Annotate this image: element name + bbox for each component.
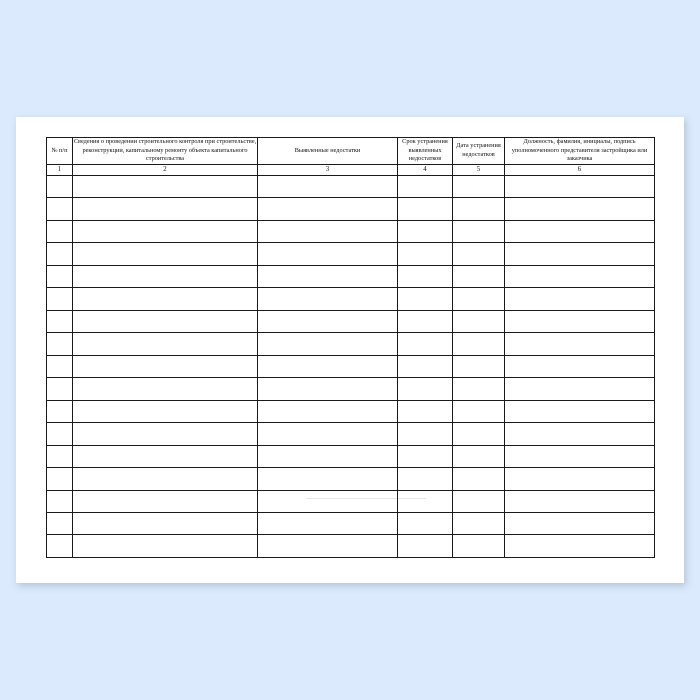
table-row[interactable] xyxy=(47,400,655,422)
column-number-2: 2 xyxy=(73,164,258,175)
table-cell[interactable] xyxy=(398,513,453,535)
table-cell[interactable] xyxy=(73,265,258,287)
table-cell[interactable] xyxy=(398,288,453,310)
construction-control-journal-table xyxy=(46,137,655,558)
table-cell[interactable] xyxy=(398,468,453,490)
table-row[interactable] xyxy=(47,198,655,220)
table-cell[interactable] xyxy=(505,355,655,377)
table-cell[interactable] xyxy=(258,310,398,332)
table-cell[interactable] xyxy=(398,243,453,265)
table-cell[interactable] xyxy=(73,243,258,265)
table-cell[interactable] xyxy=(453,265,505,287)
table-row[interactable] xyxy=(47,310,655,332)
table-cell[interactable] xyxy=(258,265,398,287)
table-cell[interactable] xyxy=(453,490,505,512)
table-cell[interactable] xyxy=(398,355,453,377)
table-cell[interactable] xyxy=(398,310,453,332)
table-cell[interactable] xyxy=(73,378,258,400)
table-row[interactable] xyxy=(47,423,655,445)
table-cell[interactable] xyxy=(47,220,73,242)
table-cell[interactable] xyxy=(398,198,453,220)
column-header-defects: Выявленные недостатки xyxy=(258,138,398,165)
table-cell[interactable] xyxy=(47,400,73,422)
column-number-6: 6 xyxy=(505,164,655,175)
table-cell[interactable] xyxy=(505,333,655,355)
table-header xyxy=(47,138,655,165)
table-cell[interactable] xyxy=(73,355,258,377)
table-container xyxy=(46,137,654,558)
table-cell[interactable] xyxy=(258,445,398,467)
table-row[interactable] xyxy=(47,220,655,242)
table-cell[interactable] xyxy=(258,243,398,265)
table-row[interactable] xyxy=(47,243,655,265)
table-cell[interactable] xyxy=(453,355,505,377)
table-cell[interactable] xyxy=(73,468,258,490)
column-number-1: 1 xyxy=(47,164,73,175)
table-cell[interactable] xyxy=(453,535,505,558)
table-cell[interactable] xyxy=(73,400,258,422)
table-cell[interactable] xyxy=(398,400,453,422)
table-cell[interactable] xyxy=(73,513,258,535)
table-row[interactable] xyxy=(47,265,655,287)
table-cell[interactable] xyxy=(73,535,258,558)
table-cell[interactable] xyxy=(505,445,655,467)
table-cell[interactable] xyxy=(505,198,655,220)
table-cell[interactable] xyxy=(453,288,505,310)
table-cell[interactable] xyxy=(453,198,505,220)
table-cell[interactable] xyxy=(47,468,73,490)
table-cell[interactable] xyxy=(47,265,73,287)
table-cell[interactable] xyxy=(73,220,258,242)
table-cell[interactable] xyxy=(453,310,505,332)
paper-fold-mark xyxy=(306,498,426,499)
table-cell[interactable] xyxy=(505,490,655,512)
table-header-row xyxy=(47,138,655,165)
table-cell[interactable] xyxy=(398,535,453,558)
table-cell[interactable] xyxy=(453,513,505,535)
column-number-4: 4 xyxy=(398,164,453,175)
table-cell[interactable] xyxy=(47,378,73,400)
table-cell[interactable] xyxy=(398,175,453,197)
table-cell[interactable] xyxy=(73,175,258,197)
paper-sheet xyxy=(16,117,684,583)
table-cell[interactable] xyxy=(505,310,655,332)
table-cell[interactable] xyxy=(505,243,655,265)
table-cell[interactable] xyxy=(453,333,505,355)
table-cell[interactable] xyxy=(73,288,258,310)
table-cell[interactable] xyxy=(453,400,505,422)
table-cell[interactable] xyxy=(258,198,398,220)
table-row[interactable] xyxy=(47,513,655,535)
table-cell[interactable] xyxy=(47,490,73,512)
table-cell[interactable] xyxy=(453,378,505,400)
table-cell[interactable] xyxy=(47,288,73,310)
table-cell[interactable] xyxy=(258,535,398,558)
table-row[interactable] xyxy=(47,333,655,355)
table-cell[interactable] xyxy=(453,468,505,490)
table-cell[interactable] xyxy=(398,423,453,445)
table-cell[interactable] xyxy=(47,310,73,332)
table-cell[interactable] xyxy=(398,378,453,400)
table-row[interactable] xyxy=(47,355,655,377)
table-cell[interactable] xyxy=(453,175,505,197)
column-header-control-info: Сведения о проведении строительного контроля при строительстве, реконструкции, капитальному ремонту объекта капитального строительства xyxy=(73,138,257,162)
table-cell[interactable] xyxy=(258,468,398,490)
column-number-3: 3 xyxy=(258,164,398,175)
table-row[interactable] xyxy=(47,378,655,400)
table-cell[interactable] xyxy=(258,378,398,400)
column-header-fix-date: Дата устранения недостатков xyxy=(453,138,505,165)
column-header-fix-deadline: Срок устранения выявленных недостатков xyxy=(398,138,453,165)
table-cell[interactable] xyxy=(505,175,655,197)
table-cell[interactable] xyxy=(47,423,73,445)
table-cell[interactable] xyxy=(73,490,258,512)
table-cell[interactable] xyxy=(398,333,453,355)
table-cell[interactable] xyxy=(258,355,398,377)
table-row[interactable] xyxy=(47,490,655,512)
table-cell[interactable] xyxy=(505,378,655,400)
table-cell[interactable] xyxy=(398,445,453,467)
table-cell[interactable] xyxy=(47,198,73,220)
table-cell[interactable] xyxy=(73,333,258,355)
table-cell[interactable] xyxy=(47,535,73,558)
table-cell[interactable] xyxy=(505,513,655,535)
table-cell[interactable] xyxy=(453,423,505,445)
table-cell[interactable] xyxy=(258,175,398,197)
column-number-5: 5 xyxy=(453,164,505,175)
table-cell[interactable] xyxy=(47,175,73,197)
table-cell[interactable] xyxy=(505,265,655,287)
table-cell[interactable] xyxy=(453,243,505,265)
table-cell[interactable] xyxy=(73,445,258,467)
table-cell[interactable] xyxy=(398,220,453,242)
table-cell[interactable] xyxy=(505,288,655,310)
table-row[interactable] xyxy=(47,445,655,467)
table-row[interactable] xyxy=(47,175,655,197)
table-cell[interactable] xyxy=(73,423,258,445)
table-cell[interactable] xyxy=(47,445,73,467)
table-cell[interactable] xyxy=(258,220,398,242)
table-cell[interactable] xyxy=(258,400,398,422)
table-cell[interactable] xyxy=(73,310,258,332)
table-row[interactable] xyxy=(47,468,655,490)
table-cell[interactable] xyxy=(505,468,655,490)
table-cell[interactable] xyxy=(398,265,453,287)
table-cell[interactable] xyxy=(453,220,505,242)
column-number-row xyxy=(47,164,655,175)
table-cell[interactable] xyxy=(505,535,655,558)
column-header-representative: Должность, фамилия, инициалы, подпись уполномоченного представителя застройщика или заказчика xyxy=(505,138,655,165)
table-cell[interactable] xyxy=(398,490,453,512)
table-cell[interactable] xyxy=(47,355,73,377)
table-cell[interactable] xyxy=(47,243,73,265)
table-cell[interactable] xyxy=(505,423,655,445)
table-cell[interactable] xyxy=(73,198,258,220)
table-cell[interactable] xyxy=(258,423,398,445)
column-header-number: № п/п xyxy=(47,138,73,165)
table-cell[interactable] xyxy=(258,333,398,355)
table-cell[interactable] xyxy=(505,400,655,422)
table-cell[interactable] xyxy=(258,490,398,512)
table-row[interactable] xyxy=(47,535,655,558)
table-cell[interactable] xyxy=(505,220,655,242)
table-row[interactable] xyxy=(47,288,655,310)
table-cell[interactable] xyxy=(47,333,73,355)
table-cell[interactable] xyxy=(258,288,398,310)
table-cell[interactable] xyxy=(258,513,398,535)
table-cell[interactable] xyxy=(453,445,505,467)
table-cell[interactable] xyxy=(47,513,73,535)
